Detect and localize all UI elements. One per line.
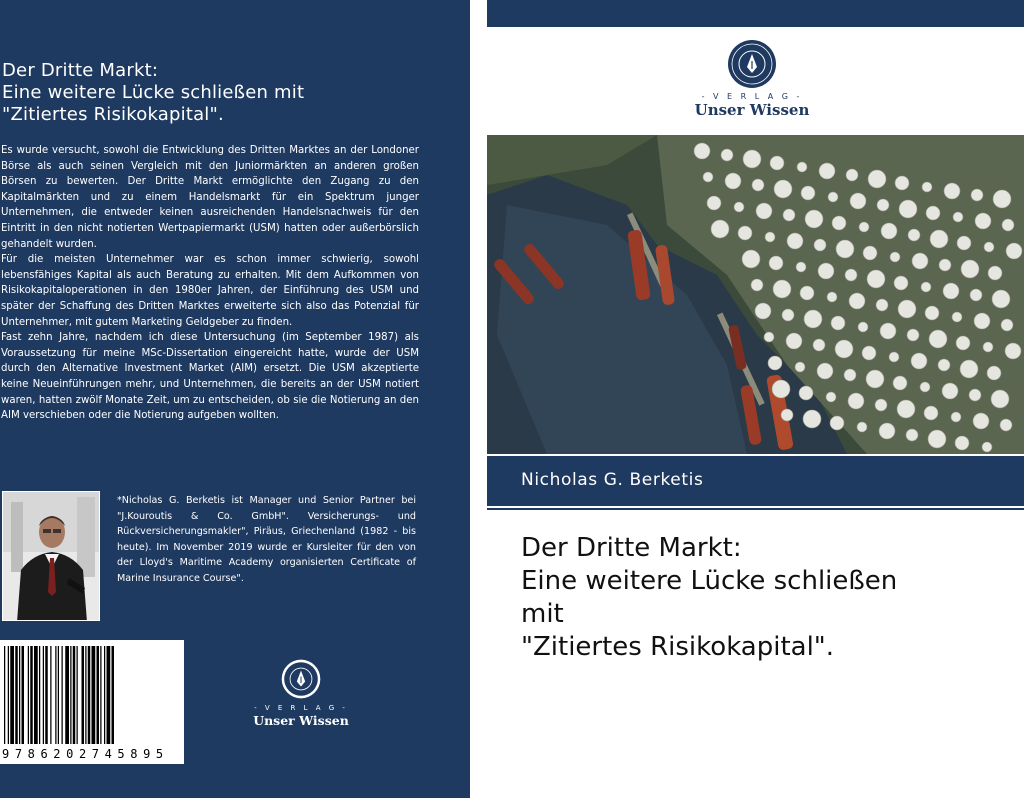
front-author-name: Nicholas G. Berketis bbox=[521, 470, 704, 490]
back-cover-title: Der Dritte Markt: Eine weitere Lücke schließen mit "Zitiertes Risikokapital". bbox=[2, 60, 305, 125]
cover-image-harbor-oil-tanks bbox=[487, 135, 1024, 454]
publisher-verlag-label: - V E R L A G - bbox=[254, 704, 348, 712]
front-top-band bbox=[487, 0, 1024, 27]
blurb-paragraph-1: Es wurde versucht, sowohl die Entwicklung des Dritten Marktes an der Londoner Börse als auch seinen Vergleich mit den Juniormärkten an anderen großen Börsen zu bewerten. Der Dritte Markt ermöglichte den Zugang zu den Kapitalmärkten und zu einem Handelsmarkt für ein Spektrum junger Unternehmen, die entweder keinen ausreichenden Handelsnachweis für den Eintritt in den nicht notierten Wertpapiermarkt (USM) hatten oder außerbörslich gehandelt wurden. bbox=[1, 145, 419, 250]
blurb-paragraph-3: Fast zehn Jahre, nachdem ich diese Untersuchung (im September 1987) als Voraussetzung für meine MSc-Dissertation eingereicht hatte, wurde der USM durch den Alternative Investment Market (AIM) ersetzt. Die USM akzeptierte keine Neueinführungen mehr, und Unternehmen, die bereits an der USM notiert waren, hatten zwölf Monate Zeit, um zu entscheiden, ob sie die Notierung an den AIM verschieben oder die Notierung aufgeben wollten. bbox=[1, 332, 419, 422]
front-cover bbox=[487, 0, 1024, 798]
publisher-name: Unser Wissen bbox=[253, 713, 349, 728]
author-portrait-image bbox=[3, 492, 100, 621]
back-cover-blurb bbox=[1, 143, 419, 424]
author-photo bbox=[2, 491, 100, 621]
publisher-verlag-label: - V E R L A G - bbox=[701, 92, 803, 101]
publisher-seal-icon bbox=[280, 658, 322, 700]
blurb-paragraph-2: Für die meisten Unternehmer war es schon immer schwierig, sowohl lebensfähiges Kapital als auch Beratung zu erhalten. Mit dem Aufkommen von Risikokapitaloperationen in den 1980er Jahren, der Einführung des USM und später der Schaffung des Dritten Marktes erweiterte sich also das Potenzial für Unternehmer, mit gutem Marketing Geldgeber zu finden. bbox=[1, 254, 419, 328]
author-band bbox=[487, 456, 1024, 506]
author-band-underline bbox=[487, 508, 1024, 510]
front-publisher-logo bbox=[692, 39, 812, 119]
publisher-name: Unser Wissen bbox=[694, 101, 810, 119]
back-cover bbox=[0, 0, 470, 798]
barcode-bars bbox=[0, 640, 184, 746]
isbn-number: 9786202745895 bbox=[2, 747, 169, 761]
isbn-barcode bbox=[0, 640, 184, 764]
front-cover-title: Der Dritte Markt: Eine weitere Lücke schließen mit "Zitiertes Risikokapital". bbox=[521, 533, 898, 662]
publisher-seal-icon bbox=[727, 39, 777, 89]
book-spine bbox=[470, 0, 487, 798]
back-publisher-logo bbox=[246, 658, 356, 728]
author-bio: *Nicholas G. Berketis ist Manager und Senior Partner bei "J.Kouroutis & Co. GmbH". Versicherungs- und Rückversicherungsmakler", Piräus, Griechenland (1982 - bis heute). Im November 2019 wurde er Kursleiter für den von der Lloyd's Maritime Academy organisierten Certificate of Marine Insurance Course". bbox=[117, 495, 416, 584]
harbor-aerial-illustration bbox=[487, 135, 1024, 454]
